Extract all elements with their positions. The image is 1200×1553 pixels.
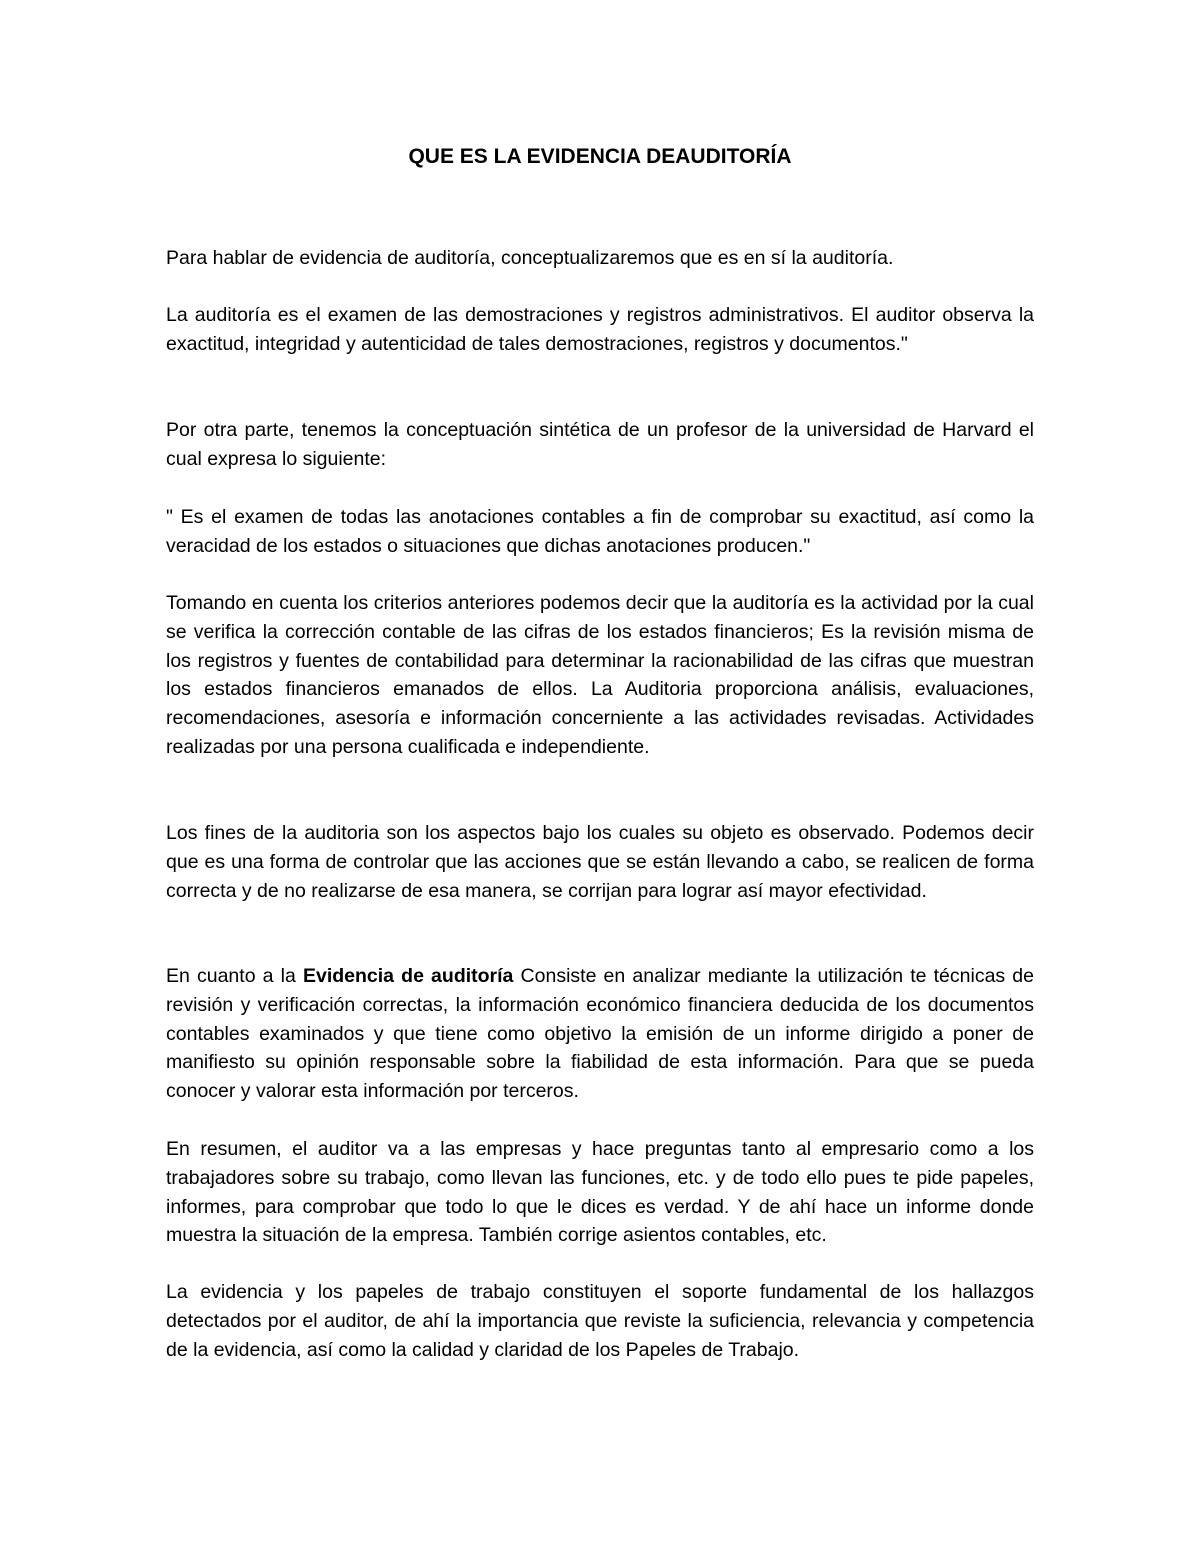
paragraph-harvard: Por otra parte, tenemos la conceptuación sintética de un profesor de la universidad de Harvard el cual expresa lo siguiente: [166, 419, 1034, 470]
document-title: QUE ES LA EVIDENCIA DEAUDITORÍA [408, 145, 792, 168]
paragraph-intro: Para hablar de evidencia de auditoría, conceptualizaremos que es en sí la auditoría. [166, 247, 894, 269]
paragraph-criteria: Tomando en cuenta los criterios anteriores podemos decir que la auditoría es la actividad por la cual se verifica la corrección contable de las cifras de los estados financieros; Es la revisión misma de los registros y fuentes de contabilidad para determinar la racionabilidad de las cifras que muestran los estados financieros emanados de ellos. La Auditoria proporciona análisis, evaluaciones, recomendaciones, asesoría e información concerniente a las actividades revisadas. Actividades realizadas por una persona cualificada e independiente. [166, 592, 1034, 758]
paragraph-evidence [166, 962, 1034, 1106]
evidence-term: Evidencia de auditoría [302, 965, 514, 987]
paragraph-closing: La evidencia y los papeles de trabajo constituyen el soporte fundamental de los hallazgos detectados por el auditor, de ahí la importancia que reviste la suficiencia, relevancia y competencia de la evidencia, así como la calidad y claridad de los Papeles de Trabajo. [166, 1281, 1034, 1361]
paragraph-summary: En resumen, el auditor va a las empresas y hace preguntas tanto al empresario como a los trabajadores sobre su trabajo, como llevan las funciones, etc. y de todo ello pues te pide papeles, informes, para comprobar que todo lo que le dices es verdad. Y de ahí hace un informe donde muestra la situación de la empresa. También corrige asientos contables, etc. [166, 1138, 1034, 1247]
evidence-rest: Consiste en analizar mediante la utilización te técnicas de revisión y verificación correctas, la información económico financiera deducida de los documentos contables examinados y que tiene como objetivo la emisión de un informe dirigido a poner de manifiesto su opinión responsable sobre la fiabilidad de esta información. Para que se pueda conocer y valorar esta información por terceros. [166, 965, 1034, 1103]
paragraph-fines: Los fines de la auditoria son los aspectos bajo los cuales su objeto es observado. Podemos decir que es una forma de controlar que las acciones que se están llevando a cabo, se realicen de forma correcta y de no realizarse de esa manera, se corrijan para lograr así mayor efectividad. [166, 822, 1034, 902]
paragraph-quote: " Es el examen de todas las anotaciones contables a fin de comprobar su exactitud, así como la veracidad de los estados o situaciones que dichas anotaciones producen." [166, 506, 1034, 557]
paragraph-definition: La auditoría es el examen de las demostraciones y registros administrativos. El auditor observa la exactitud, integridad y autenticidad de tales demostraciones, registros y documentos." [166, 304, 1034, 355]
evidence-prefix: En cuanto a la [166, 965, 303, 987]
